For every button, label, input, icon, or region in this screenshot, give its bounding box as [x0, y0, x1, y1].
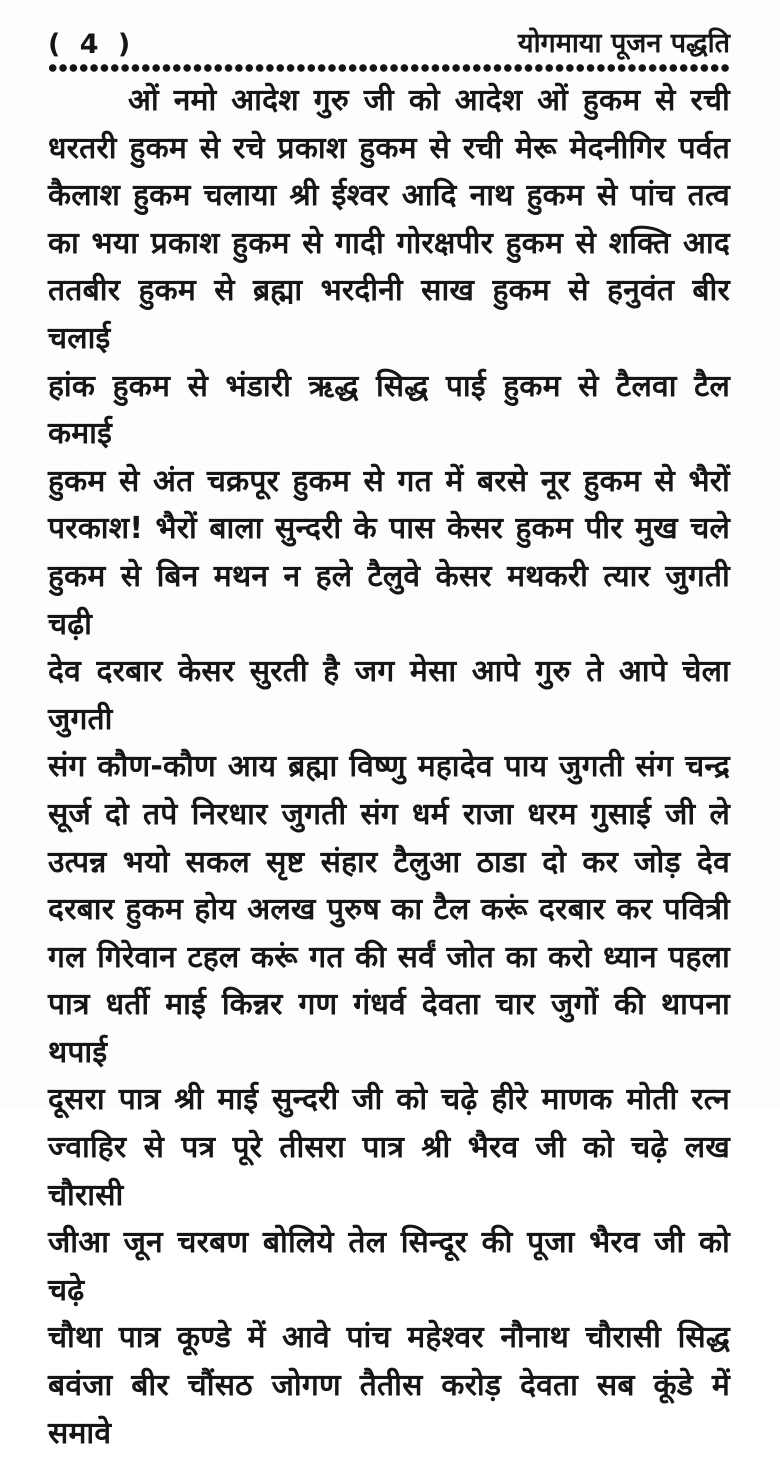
text-line: ओं नमो आदेश गुरु जी को आदेश ओं हुकम से रची: [128, 83, 730, 118]
dotted-divider: [48, 63, 730, 73]
text-line: परकाश! भैरों बाला सुन्दरी के पास केसर हुकम पीर मुख चले: [48, 511, 730, 547]
text-line: संग कौण-कौण आय ब्रह्मा विष्णु महादेव पाय जुगती संग चन्द्र: [48, 749, 730, 785]
text-line: हांक हुकम से भंडारी ऋद्ध सिद्ध पाई हुकम से टैलवा टैल कमाई: [48, 368, 730, 452]
text-line: ज्वाहिर से पत्र पूरे तीसरा पात्र श्री भैरव जी को चढ़े लख चौरासी: [48, 1130, 730, 1213]
text-line: हुकम से बिन मथन न हले टैलुवे केसर मथकरी त्यार जुगती चढ़ी: [48, 558, 730, 642]
text-line: दूसरा पात्र श्री माई सुन्दरी जी को चढ़े हीरे माणक मोती रत्न: [48, 1082, 730, 1118]
text-line: चौथा पात्र कूण्डे में आवे पांच महेश्वर नौनाथ चौरासी सिद्ध: [48, 1320, 730, 1356]
text-line: सूर्ज दो तपे निरधार जुगती संग धर्म राजा धरम गुसाई जी ले: [48, 796, 730, 832]
text-line: बवंजा बीर चौंसठ जोगण तैतीस करोड़ देवता सब कूंडे में समावे: [48, 1368, 730, 1451]
text-line: गल गिरेवान टहल करूं गत की सर्वं जोत का करो ध्यान पहला: [48, 939, 730, 975]
text-line: धरतरी हुकम से रचे प्रकाश हुकम से रची मेरू मेदनीगिर पर्वत: [48, 130, 730, 166]
text-line: जीआ जून चरबण बोलिये तेल सिन्दूर की पूजा भैरव जी को चढ़े: [48, 1225, 730, 1308]
text-line: ततबीर हुकम से ब्रह्मा भरदीनी साख हुकम से हनुवंत बीर चलाई: [48, 273, 730, 356]
body-text: [48, 77, 730, 1457]
text-line: हुकम से अंत चक्रपूर हुकम से गत में बरसे नूर हुकम से भैरों: [48, 463, 730, 499]
text-line: देव दरबार केसर सुरती है जग मेसा आपे गुरु ते आपे चेला जुगती: [48, 654, 730, 737]
page-number: ( 4 ): [48, 29, 136, 60]
text-line: पात्र धर्ती माई किन्नर गण गंधर्व देवता चार जुगों की थापना थपाई: [48, 987, 730, 1070]
book-title: योगमाया पूजन पद्धति: [517, 28, 730, 59]
text-line: उत्पन्न भयो सकल सृष्ट संहार टैलुआ ठाडा दो कर जोड़ देव: [48, 844, 730, 880]
text-line: दरबार हुकम होय अलख पुरुष का टैल करूं दरबार कर पवित्री: [48, 892, 730, 928]
text-line: कैलाश हुकम चलाया श्री ईश्वर आदि नाथ हुकम से पांच तत्व: [48, 178, 730, 214]
page-header: [48, 16, 730, 60]
text-line: का भया प्रकाश हुकम से गादी गोरक्षपीर हुकम से शक्ति आद: [48, 225, 730, 261]
